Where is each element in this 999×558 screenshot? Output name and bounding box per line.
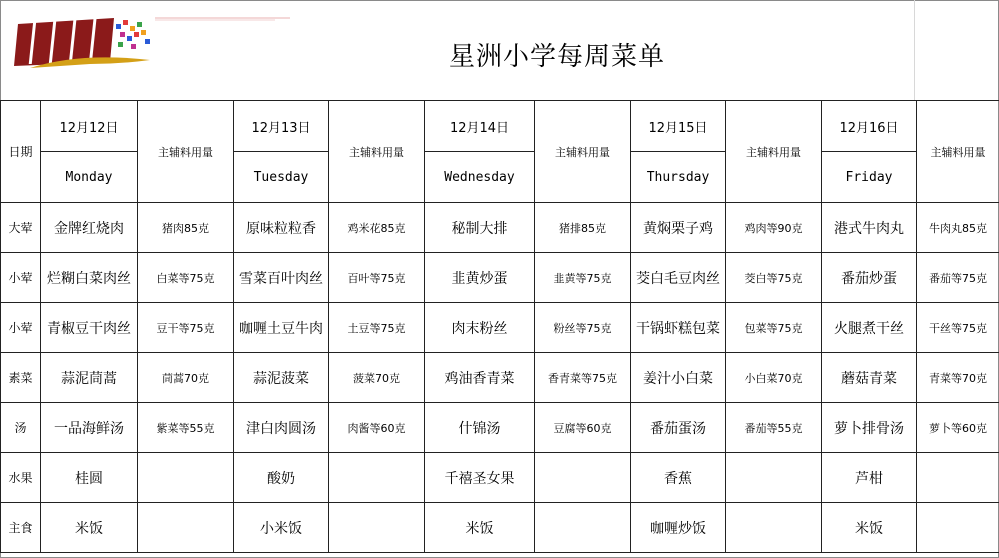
table-row	[1, 303, 999, 353]
amount-cell: 牛肉丸85克	[917, 203, 999, 253]
amount-cell: 紫菜等55克	[138, 403, 234, 453]
amount-cell	[329, 503, 425, 553]
page-title: 星洲小学每周菜单	[448, 42, 665, 72]
amount-cell	[535, 453, 631, 503]
date-label: 日期	[1, 101, 41, 203]
date-cell: 12月14日	[425, 101, 535, 152]
row-label: 小荤	[1, 253, 41, 303]
dish-cell: 蒜泥菠菜	[234, 353, 329, 403]
dish-cell: 港式牛肉丸	[822, 203, 917, 253]
date-cell: 12月13日	[234, 101, 329, 152]
dish-cell: 干锅虾糕包菜	[631, 303, 726, 353]
dish-cell: 青椒豆干肉丝	[41, 303, 138, 353]
weekday-cell: Friday	[822, 152, 917, 203]
amount-cell: 豆腐等60克	[535, 403, 631, 453]
dish-cell: 酸奶	[234, 453, 329, 503]
table-row	[1, 503, 999, 553]
row-label: 大荤	[1, 203, 41, 253]
amount-header: 主辅料用量	[138, 101, 234, 203]
amount-cell	[726, 453, 822, 503]
table-row	[1, 203, 999, 253]
weekday-cell: Tuesday	[234, 152, 329, 203]
dish-cell: 米饭	[425, 503, 535, 553]
amount-cell: 肉酱等60克	[329, 403, 425, 453]
dish-cell: 火腿煮干丝	[822, 303, 917, 353]
dish-cell: 烂糊白菜肉丝	[41, 253, 138, 303]
amount-cell	[726, 503, 822, 553]
amount-cell: 番茄等55克	[726, 403, 822, 453]
amount-cell: 土豆等75克	[329, 303, 425, 353]
amount-header: 主辅料用量	[917, 101, 999, 203]
row-label: 主食	[1, 503, 41, 553]
dish-cell: 原味粒粒香	[234, 203, 329, 253]
row-label: 小荤	[1, 303, 41, 353]
amount-cell	[138, 503, 234, 553]
menu-header	[0, 0, 999, 100]
date-cell: 12月15日	[631, 101, 726, 152]
dish-cell: 金牌红烧肉	[41, 203, 138, 253]
dish-cell: 萝卜排骨汤	[822, 403, 917, 453]
amount-cell	[138, 453, 234, 503]
dish-cell: 番茄蛋汤	[631, 403, 726, 453]
amount-cell: 番茄等75克	[917, 253, 999, 303]
amount-cell: 青菜等70克	[917, 353, 999, 403]
amount-cell	[917, 503, 999, 553]
dish-cell: 茭白毛豆肉丝	[631, 253, 726, 303]
weekday-cell: Wednesday	[425, 152, 535, 203]
amount-cell: 鸡米花85克	[329, 203, 425, 253]
table-row	[1, 253, 999, 303]
amount-cell: 白菜等75克	[138, 253, 234, 303]
amount-header: 主辅料用量	[535, 101, 631, 203]
dish-cell: 蒜泥茼蒿	[41, 353, 138, 403]
row-label: 素菜	[1, 353, 41, 403]
date-cell: 12月12日	[41, 101, 138, 152]
amount-cell: 萝卜等60克	[917, 403, 999, 453]
dish-cell: 芦柑	[822, 453, 917, 503]
dish-cell: 香蕉	[631, 453, 726, 503]
amount-cell: 粉丝等75克	[535, 303, 631, 353]
dish-cell: 米饭	[822, 503, 917, 553]
amount-cell	[535, 503, 631, 553]
dish-cell: 咖喱炒饭	[631, 503, 726, 553]
dish-cell: 秘制大排	[425, 203, 535, 253]
table-row	[1, 453, 999, 503]
dish-cell: 黄焖栗子鸡	[631, 203, 726, 253]
amount-cell: 猪肉85克	[138, 203, 234, 253]
dish-cell: 姜汁小白菜	[631, 353, 726, 403]
logo-decoration-lines	[155, 16, 290, 22]
dish-cell: 什锦汤	[425, 403, 535, 453]
amount-header: 主辅料用量	[329, 101, 425, 203]
row-label: 水果	[1, 453, 41, 503]
row-label: 汤	[1, 403, 41, 453]
dish-cell: 鸡油香青菜	[425, 353, 535, 403]
dish-cell: 米饭	[41, 503, 138, 553]
amount-cell: 干丝等75克	[917, 303, 999, 353]
amount-cell: 猪排85克	[535, 203, 631, 253]
dish-cell: 蘑菇青菜	[822, 353, 917, 403]
dish-cell: 番茄炒蛋	[822, 253, 917, 303]
dish-cell: 小米饭	[234, 503, 329, 553]
amount-cell: 茼蒿70克	[138, 353, 234, 403]
dish-cell: 咖喱土豆牛肉	[234, 303, 329, 353]
amount-cell	[329, 453, 425, 503]
amount-cell: 小白菜70克	[726, 353, 822, 403]
dish-cell: 肉末粉丝	[425, 303, 535, 353]
table-row	[1, 403, 999, 453]
amount-cell: 韭黄等75克	[535, 253, 631, 303]
amount-cell: 豆干等75克	[138, 303, 234, 353]
amount-cell: 百叶等75克	[329, 253, 425, 303]
dish-cell: 雪菜百叶肉丝	[234, 253, 329, 303]
dish-cell: 韭黄炒蛋	[425, 253, 535, 303]
dish-cell: 千禧圣女果	[425, 453, 535, 503]
dish-cell: 桂圆	[41, 453, 138, 503]
amount-cell: 香青菜等75克	[535, 353, 631, 403]
amount-header: 主辅料用量	[726, 101, 822, 203]
dish-cell: 津白肉圆汤	[234, 403, 329, 453]
divider	[914, 0, 915, 100]
table-row	[1, 353, 999, 403]
amount-cell: 鸡肉等90克	[726, 203, 822, 253]
weekday-cell: Monday	[41, 152, 138, 203]
dish-cell: 一品海鲜汤	[41, 403, 138, 453]
weekday-cell: Thursday	[631, 152, 726, 203]
amount-cell: 菠菜70克	[329, 353, 425, 403]
date-cell: 12月16日	[822, 101, 917, 152]
amount-cell	[917, 453, 999, 503]
amount-cell: 包菜等75克	[726, 303, 822, 353]
amount-cell: 茭白等75克	[726, 253, 822, 303]
menu-table	[0, 100, 999, 553]
